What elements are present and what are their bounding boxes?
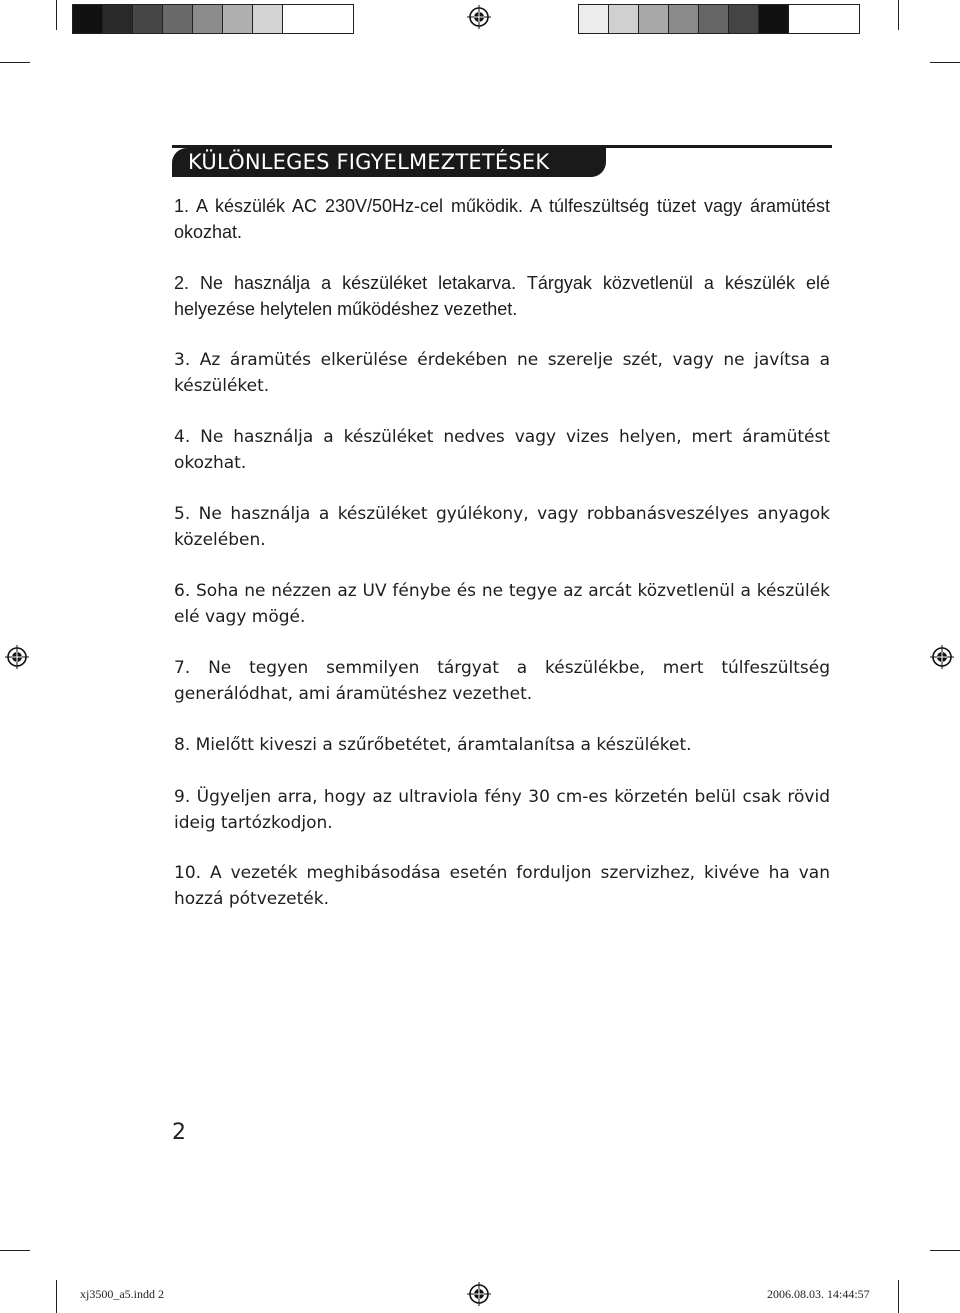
swatch — [283, 5, 353, 33]
warning-item-9: 9. Ügyeljen arra, hogy az ultraviola fény 30 cm-es körzetén belül csak rövid ideig tartózkodjon. — [174, 787, 830, 833]
page-number: 2 — [172, 1120, 186, 1145]
heading-title: KÜLÖNLEGES FIGYELMEZTETÉSEK — [172, 148, 606, 177]
swatch — [789, 5, 859, 33]
gray-scale-bar-left — [72, 4, 354, 34]
swatch — [759, 5, 789, 33]
swatch — [669, 5, 699, 33]
crop-mark — [56, 1280, 57, 1313]
crop-mark — [898, 0, 899, 30]
warning-item-4: 4. Ne használja a készüléket nedves vagy vizes helyen, mert áramütést okozhat. — [174, 427, 830, 473]
swatch — [579, 5, 609, 33]
swatch — [193, 5, 223, 33]
gray-scale-bar-right — [578, 4, 860, 34]
crop-mark — [930, 1250, 960, 1251]
warning-item-7: 7. Ne tegyen semmilyen tárgyat a készülékbe, mert túlfeszültség generálódhat, ami áramütéshez vezethet. — [174, 658, 830, 704]
swatch — [223, 5, 253, 33]
slug-filename: xj3500_a5.indd 2 — [80, 1287, 164, 1301]
warning-item-8: 8. Mielőtt kiveszi a szűrőbetétet, áramtalanítsa a készüléket. — [174, 735, 692, 755]
swatch — [133, 5, 163, 33]
swatch — [103, 5, 133, 33]
crop-mark — [898, 1280, 899, 1313]
warning-item-10: 10. A vezeték meghibásodása esetén forduljon szervizhez, kivéve ha van hozzá pótvezeték. — [174, 863, 830, 909]
warning-item-6: 6. Soha ne nézzen az UV fénybe és ne tegye az arcát közvetlenül a készülék elé vagy mögé. — [174, 581, 830, 627]
slug-datetime: 2006.08.03. 14:44:57 — [767, 1287, 870, 1301]
swatch — [609, 5, 639, 33]
registration-mark-icon — [5, 645, 29, 669]
warning-item-2: 2. Ne használja a készüléket letakarva. Tárgyak közvetlenül a készülék elé helyezése helytelen működéshez vezethet. — [174, 273, 830, 319]
swatch — [699, 5, 729, 33]
crop-mark — [930, 62, 960, 63]
registration-mark-icon — [467, 1282, 491, 1306]
registration-mark-icon — [930, 645, 954, 669]
warning-item-1: 1. A készülék AC 230V/50Hz-cel működik. A túlfeszültség tüzet vagy áramütést okozhat. — [174, 196, 830, 242]
swatch — [729, 5, 759, 33]
crop-mark — [56, 0, 57, 30]
warning-item-5: 5. Ne használja a készüléket gyúlékony, vagy robbanásveszélyes anyagok közelében. — [174, 504, 830, 550]
crop-mark — [0, 62, 30, 63]
registration-mark-icon — [467, 5, 491, 29]
swatch — [73, 5, 103, 33]
swatch — [253, 5, 283, 33]
warning-item-3: 3. Az áramütés elkerülése érdekében ne szerelje szét, vagy ne javítsa a készüléket. — [174, 350, 830, 396]
crop-mark — [0, 1250, 30, 1251]
section-heading — [172, 145, 832, 177]
swatch — [163, 5, 193, 33]
swatch — [639, 5, 669, 33]
